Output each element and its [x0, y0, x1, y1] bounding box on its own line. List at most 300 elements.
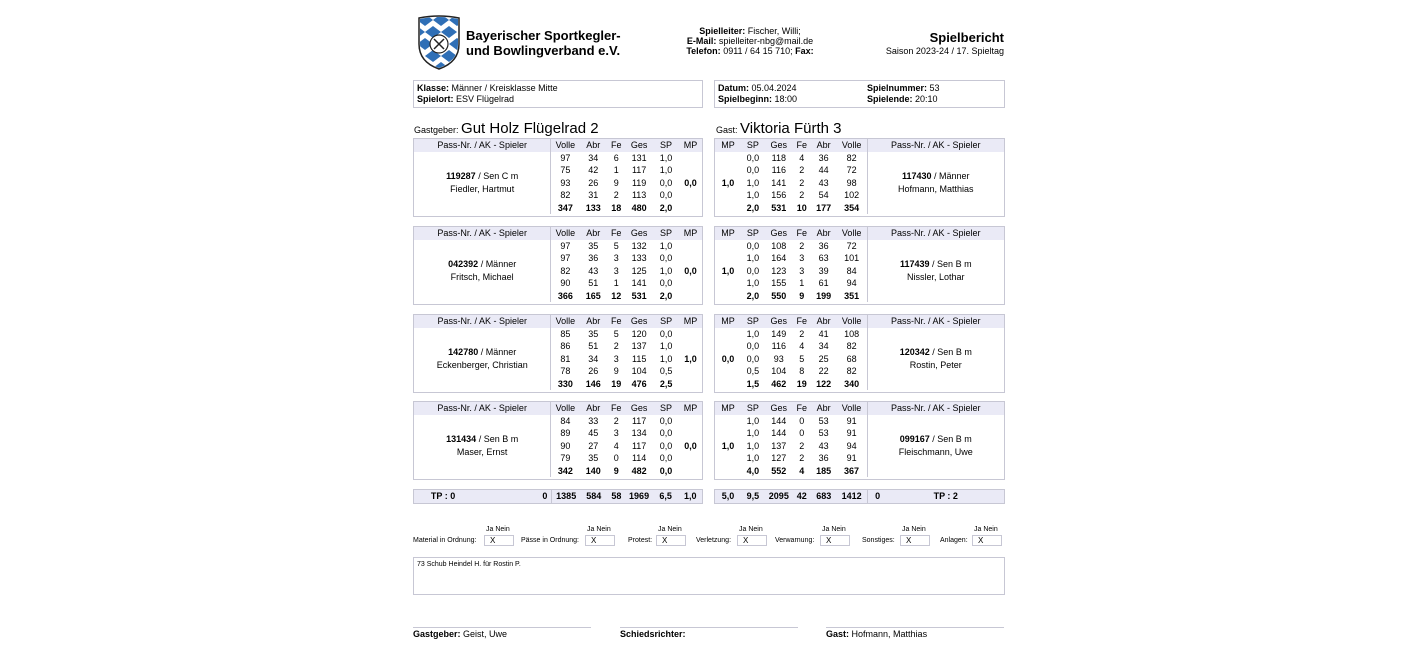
- col-header-player: Pass-Nr. / AK - Spieler: [867, 139, 1004, 152]
- home-player-cell: [414, 328, 551, 391]
- spielleiter-label: Spielleiter:: [699, 26, 746, 36]
- cell-ges: 115: [631, 353, 647, 364]
- col-header-abr: Abr: [579, 315, 607, 328]
- player-name: Fritsch, Michael: [450, 271, 514, 282]
- player-name: Eckenberger, Christian: [436, 359, 528, 370]
- cell-volle: 91: [846, 453, 857, 463]
- col-header-volle: Volle: [551, 315, 579, 328]
- cell-volle: 342: [551, 465, 579, 478]
- cell-fe: 3: [613, 265, 619, 276]
- away-totals: [714, 489, 1005, 504]
- table-row: [715, 152, 1004, 165]
- check-label: Material in Ordnung:: [413, 537, 477, 544]
- ja-nein-header: Ja Nein: [658, 526, 682, 533]
- cell-sp: 0,0: [659, 428, 673, 438]
- cell-sp: 1,5: [746, 378, 760, 389]
- cell-abr: 35: [588, 240, 599, 251]
- away-total-sp: 9,5: [746, 491, 760, 501]
- spielort-value: ESV Flügelrad: [456, 94, 515, 104]
- cell-sp: 1,0: [659, 265, 673, 276]
- cell-fe: 2: [613, 341, 619, 351]
- col-header-volle: Volle: [551, 139, 579, 152]
- report-title: Spielbericht: [929, 30, 1004, 45]
- cell-ges: 141: [771, 177, 787, 188]
- cell-ges: 476: [631, 378, 647, 389]
- spielende-label: Spielende:: [867, 94, 913, 104]
- home-tp: TP : 0: [430, 491, 456, 501]
- ja-nein-header: Ja Nein: [486, 526, 510, 533]
- cell-sp: 1,0: [746, 328, 760, 339]
- check-label: Protest:: [628, 537, 653, 544]
- cell-sp: 1,0: [746, 177, 760, 188]
- cell-sp: 0,0: [659, 465, 673, 476]
- cell-sp: 0,0: [659, 453, 673, 463]
- spielende-value: 20:10: [915, 94, 938, 104]
- cell-abr: 133: [585, 202, 601, 213]
- cell-volle: 367: [844, 465, 860, 476]
- col-header-sp: SP: [741, 315, 765, 328]
- away-total-mp: 5,0: [721, 491, 735, 501]
- col-header-fe: Fe: [607, 139, 625, 152]
- col-header-ges: Ges: [625, 227, 653, 240]
- klasse-value: Männer / Kreisklasse Mitte: [451, 83, 558, 93]
- cell-abr: 39: [818, 265, 829, 276]
- cell-fe: 6: [613, 152, 619, 163]
- cell-ges: 149: [771, 328, 787, 339]
- check-box[interactable]: X: [820, 535, 850, 546]
- cell-ges: 482: [631, 465, 647, 476]
- home-game-block: [413, 401, 703, 480]
- cell-ges: 480: [631, 202, 647, 213]
- check-box[interactable]: X: [972, 535, 1002, 546]
- cell-fe: 18: [611, 202, 622, 213]
- org-name-line1: Bayerischer Sportkegler-: [466, 28, 621, 43]
- cell-fe: 4: [799, 341, 805, 351]
- col-header-sp: SP: [653, 315, 679, 328]
- cell-abr: 25: [818, 353, 829, 364]
- col-header-ges: Ges: [625, 139, 653, 152]
- col-header-player: Pass-Nr. / AK - Spieler: [414, 227, 551, 240]
- cell-ges: 117: [631, 440, 647, 451]
- table-row: [414, 328, 702, 341]
- player-ak: / Männer: [931, 171, 970, 182]
- referee-signature: [620, 629, 686, 639]
- cell-volle: 98: [846, 177, 857, 188]
- cell-ges: 104: [771, 366, 787, 376]
- cell-abr: 44: [818, 165, 829, 175]
- cell-sp: 1,0: [746, 253, 760, 263]
- home-mp-cell: 0,0: [684, 177, 697, 188]
- check-label: Anlagen:: [940, 537, 968, 544]
- cell-abr: 51: [588, 341, 599, 351]
- cell-sp: 1,0: [659, 152, 673, 163]
- player-name: Hofmann, Matthias: [898, 183, 974, 194]
- cell-volle: 108: [844, 328, 860, 339]
- home-totals: [413, 489, 703, 504]
- home-player-cell: [414, 415, 551, 478]
- cell-sp: 2,0: [659, 290, 673, 301]
- cell-ges: 133: [631, 253, 647, 263]
- cell-volle: 68: [846, 353, 857, 364]
- away-game-block: [714, 138, 1005, 217]
- spielbeginn-value: 18:00: [774, 94, 798, 104]
- col-header-ges: Ges: [765, 227, 793, 240]
- table-row: [715, 415, 1004, 428]
- cell-abr: 177: [816, 202, 832, 213]
- col-header-mp: MP: [679, 227, 702, 240]
- cell-ges: 127: [771, 453, 787, 463]
- cell-ges: 123: [771, 265, 787, 276]
- cell-abr: 140: [585, 465, 601, 476]
- cell-abr: 36: [588, 253, 599, 263]
- col-header-player: Pass-Nr. / AK - Spieler: [867, 402, 1004, 415]
- match-info-left: [413, 80, 703, 108]
- cell-sp: 0,0: [659, 328, 673, 339]
- cell-volle: 72: [846, 165, 857, 175]
- col-header-abr: Abr: [811, 402, 837, 415]
- home-total-fe: 58: [611, 491, 622, 501]
- cell-volle: 85: [551, 328, 579, 341]
- cell-volle: 82: [551, 189, 579, 202]
- cell-abr: 185: [816, 465, 832, 476]
- check-box[interactable]: X: [484, 535, 514, 546]
- col-header-player: Pass-Nr. / AK - Spieler: [414, 139, 551, 152]
- cell-sp: 2,5: [659, 378, 673, 389]
- cell-fe: 2: [613, 190, 619, 200]
- player-name: Nissler, Lothar: [907, 271, 965, 282]
- cell-fe: 1: [799, 278, 805, 288]
- home-total-volle: 1385: [552, 490, 580, 503]
- match-info-right: [714, 80, 1005, 108]
- away-total-mp-right: 0: [867, 490, 887, 503]
- cell-sp: 0,0: [659, 278, 673, 288]
- cell-sp: 0,0: [659, 440, 673, 451]
- cell-fe: 1: [613, 278, 619, 288]
- col-header-player: Pass-Nr. / AK - Spieler: [867, 315, 1004, 328]
- org-name: [466, 28, 621, 58]
- check-box[interactable]: X: [656, 535, 686, 546]
- fax-label: Fax:: [795, 46, 814, 56]
- spielleiter-value: Fischer, Willi;: [747, 26, 801, 36]
- cell-ges: 144: [771, 415, 787, 426]
- away-team-name: Viktoria Fürth 3: [740, 120, 842, 137]
- col-header-abr: Abr: [579, 402, 607, 415]
- cell-fe: 2: [799, 165, 805, 175]
- cell-ges: 164: [771, 253, 787, 263]
- away-game-block: [714, 401, 1005, 480]
- col-header-fe: Fe: [607, 227, 625, 240]
- cell-abr: 43: [588, 265, 599, 276]
- col-header-volle: Volle: [837, 139, 867, 152]
- cell-abr: 26: [588, 366, 599, 376]
- player-pass-number: 042392: [448, 259, 479, 270]
- cell-abr: 22: [818, 366, 829, 376]
- col-header-mp: MP: [715, 315, 741, 328]
- cell-abr: 61: [818, 278, 829, 288]
- col-header-mp: MP: [715, 227, 741, 240]
- cell-sp: 0,0: [659, 177, 673, 188]
- cell-abr: 34: [588, 152, 599, 163]
- col-header-player: Pass-Nr. / AK - Spieler: [414, 315, 551, 328]
- cell-abr: 146: [585, 378, 601, 389]
- report-season: Saison 2023-24 / 17. Spieltag: [885, 46, 1004, 56]
- cell-volle: 82: [551, 265, 579, 278]
- cell-ges: 550: [771, 290, 787, 301]
- home-team-header: [414, 120, 599, 137]
- telefon-value: 0911 / 64 15 710;: [723, 46, 793, 56]
- home-total-sp: 6,5: [659, 491, 672, 501]
- cell-ges: 125: [631, 265, 647, 276]
- spielnummer-label: Spielnummer:: [867, 83, 928, 93]
- cell-volle: 97: [551, 152, 579, 165]
- home-total-abr: 584: [586, 491, 602, 501]
- cell-fe: 2: [799, 440, 805, 451]
- cell-abr: 45: [588, 428, 599, 438]
- cell-sp: 0,0: [746, 341, 760, 351]
- cell-fe: 0: [799, 415, 805, 426]
- cell-volle: 97: [551, 240, 579, 253]
- cell-volle: 91: [846, 415, 857, 426]
- cell-fe: 5: [613, 240, 619, 251]
- home-game-block: [413, 138, 703, 217]
- away-tp: TP : 2: [933, 491, 958, 501]
- away-mp-cell: 1,0: [721, 440, 735, 451]
- cell-sp: 0,0: [746, 165, 760, 175]
- cell-fe: 2: [799, 190, 805, 200]
- col-header-abr: Abr: [811, 139, 837, 152]
- cell-ges: 462: [771, 378, 787, 389]
- player-name: Rostin, Peter: [909, 359, 962, 370]
- cell-sp: 2,0: [746, 202, 760, 213]
- cell-sp: 1,0: [746, 415, 760, 426]
- cell-abr: 63: [818, 253, 829, 263]
- cell-ges: 137: [631, 341, 647, 351]
- away-signature-value: Hofmann, Matthias: [851, 629, 928, 639]
- away-player-cell: [867, 152, 1004, 215]
- cell-abr: 53: [818, 428, 829, 438]
- away-signature: [826, 629, 927, 639]
- cell-fe: 19: [611, 378, 622, 389]
- referee-signature-label: Schiedsrichter:: [620, 629, 686, 639]
- cell-fe: 4: [799, 465, 805, 476]
- home-total-mp-left: 0: [542, 491, 548, 501]
- away-total-ges: 2095: [768, 491, 789, 501]
- cell-sp: 1,0: [746, 278, 760, 288]
- cell-volle: 84: [551, 415, 579, 428]
- cell-sp: 0,0: [746, 353, 760, 364]
- spielort-label: Spielort:: [417, 94, 454, 104]
- cell-abr: 42: [588, 165, 599, 175]
- home-mp-cell: 1,0: [684, 353, 697, 364]
- notes-box[interactable]: [413, 557, 1005, 595]
- cell-volle: 72: [846, 240, 857, 251]
- cell-ges: 113: [631, 190, 647, 200]
- spielnummer-value: 53: [929, 83, 940, 93]
- cell-fe: 19: [796, 378, 807, 389]
- cell-fe: 5: [799, 353, 805, 364]
- cell-ges: 117: [631, 415, 647, 426]
- table-row: [715, 328, 1004, 341]
- report-heading: [886, 30, 1004, 56]
- player-pass-number: 117439: [900, 259, 930, 270]
- col-header-mp: MP: [679, 315, 702, 328]
- cell-sp: 1,0: [746, 428, 760, 438]
- cell-fe: 9: [613, 177, 619, 188]
- home-mp-cell: 0,0: [684, 440, 697, 451]
- cell-ges: 131: [631, 152, 647, 163]
- cell-sp: 4,0: [746, 465, 760, 476]
- bskv-logo: [417, 14, 461, 70]
- col-header-fe: Fe: [793, 402, 811, 415]
- cell-fe: 3: [799, 265, 805, 276]
- check-box[interactable]: X: [900, 535, 930, 546]
- col-header-sp: SP: [653, 139, 679, 152]
- cell-fe: 9: [799, 290, 805, 301]
- player-ak: / Sen C m: [475, 171, 519, 182]
- cell-volle: 347: [551, 202, 579, 215]
- col-header-volle: Volle: [837, 402, 867, 415]
- cell-sp: 2,0: [659, 202, 673, 213]
- home-signature-line: [413, 627, 591, 628]
- player-ak: / Sen B m: [476, 434, 519, 445]
- cell-abr: 35: [588, 453, 599, 463]
- away-player-cell: [867, 415, 1004, 478]
- cell-ges: 137: [771, 440, 787, 451]
- ja-nein-header: Ja Nein: [822, 526, 846, 533]
- table-row: [414, 415, 702, 428]
- home-signature-label: Gastgeber:: [413, 629, 461, 639]
- cell-fe: 4: [613, 440, 619, 451]
- cell-volle: 94: [846, 440, 857, 451]
- cell-abr: 33: [588, 415, 599, 426]
- klasse-label: Klasse:: [417, 83, 450, 93]
- cell-ges: 134: [631, 428, 647, 438]
- cell-abr: 53: [818, 415, 829, 426]
- home-team-label: Gastgeber:: [414, 125, 459, 135]
- away-team-header: [716, 120, 841, 137]
- cell-fe: 2: [799, 177, 805, 188]
- org-name-line2: und Bowlingverband e.V.: [466, 43, 621, 58]
- cell-fe: 3: [799, 253, 805, 263]
- player-name: Maser, Ernst: [456, 446, 508, 457]
- home-player-cell: [414, 240, 551, 303]
- col-header-mp: MP: [679, 139, 702, 152]
- check-label: Verletzung:: [696, 537, 732, 544]
- cell-fe: 2: [799, 328, 805, 339]
- notes-text: 73 Schub Heindel H. für Rostin P.: [417, 561, 521, 568]
- col-header-ges: Ges: [765, 315, 793, 328]
- cell-fe: 0: [799, 428, 805, 438]
- cell-sp: 1,0: [746, 190, 760, 200]
- cell-abr: 26: [588, 177, 599, 188]
- home-mp-cell: 0,0: [684, 265, 697, 276]
- ja-nein-header: Ja Nein: [974, 526, 998, 533]
- check-label: Sonstiges:: [862, 537, 895, 544]
- home-total-ges: 1969: [629, 491, 650, 501]
- telefon-label: Telefon:: [686, 46, 721, 56]
- col-header-ges: Ges: [625, 402, 653, 415]
- col-header-mp: MP: [715, 139, 741, 152]
- cell-volle: 82: [846, 152, 857, 163]
- col-header-abr: Abr: [579, 139, 607, 152]
- col-header-ges: Ges: [765, 402, 793, 415]
- player-name: Fiedler, Hartmut: [450, 183, 515, 194]
- cell-ges: 531: [631, 290, 647, 301]
- cell-fe: 0: [613, 453, 619, 463]
- check-box[interactable]: X: [585, 535, 615, 546]
- cell-ges: 116: [771, 165, 786, 175]
- player-pass-number: 142780: [448, 347, 479, 358]
- cell-ges: 156: [771, 190, 787, 200]
- player-pass-number: 117430: [901, 171, 932, 182]
- col-header-mp: MP: [679, 402, 702, 415]
- cell-abr: 54: [818, 190, 829, 200]
- table-row: [715, 240, 1004, 253]
- cell-ges: 141: [631, 278, 647, 288]
- cell-volle: 94: [846, 278, 857, 288]
- col-header-ges: Ges: [625, 315, 653, 328]
- cell-abr: 36: [818, 240, 829, 251]
- cell-abr: 41: [818, 328, 829, 339]
- col-header-player: Pass-Nr. / AK - Spieler: [414, 402, 551, 415]
- cell-volle: 79: [551, 452, 579, 465]
- cell-ges: 120: [631, 328, 647, 339]
- away-total-volle: 1412: [841, 491, 862, 501]
- away-signature-label: Gast:: [826, 629, 850, 639]
- col-header-volle: Volle: [551, 402, 579, 415]
- away-game-block: [714, 226, 1005, 305]
- player-ak: / Sen B m: [929, 347, 972, 358]
- cell-sp: 0,0: [746, 240, 760, 251]
- player-ak: / Männer: [478, 259, 517, 270]
- ja-nein-header: Ja Nein: [587, 526, 611, 533]
- cell-sp: 0,0: [746, 265, 760, 276]
- col-header-fe: Fe: [607, 315, 625, 328]
- cell-volle: 101: [844, 253, 860, 263]
- col-header-abr: Abr: [811, 315, 837, 328]
- cell-sp: 1,0: [659, 165, 673, 175]
- home-game-block: [413, 314, 703, 393]
- cell-abr: 27: [588, 440, 599, 451]
- cell-sp: 1,0: [659, 353, 673, 364]
- away-player-cell: [867, 240, 1004, 303]
- cell-fe: 9: [613, 465, 619, 476]
- col-header-fe: Fe: [607, 402, 625, 415]
- cell-fe: 4: [799, 152, 805, 163]
- cell-ges: 132: [631, 240, 647, 251]
- cell-volle: 102: [844, 190, 860, 200]
- spielbeginn-label: Spielbeginn:: [718, 94, 772, 104]
- cell-volle: 354: [844, 202, 860, 213]
- cell-abr: 34: [588, 353, 599, 364]
- cell-abr: 35: [588, 328, 599, 339]
- col-header-sp: SP: [741, 402, 765, 415]
- check-box[interactable]: X: [737, 535, 767, 546]
- cell-fe: 2: [799, 240, 805, 251]
- col-header-ges: Ges: [765, 139, 793, 152]
- cell-volle: 340: [844, 378, 860, 389]
- ja-nein-header: Ja Nein: [739, 526, 763, 533]
- col-header-sp: SP: [741, 227, 765, 240]
- cell-abr: 36: [818, 152, 829, 163]
- away-total-fe: 42: [796, 491, 807, 501]
- col-header-sp: SP: [653, 227, 679, 240]
- cell-ges: 116: [771, 341, 786, 351]
- cell-abr: 122: [816, 378, 832, 389]
- cell-fe: 3: [613, 253, 619, 263]
- cell-abr: 51: [588, 278, 599, 288]
- away-mp-cell: 1,0: [721, 265, 735, 276]
